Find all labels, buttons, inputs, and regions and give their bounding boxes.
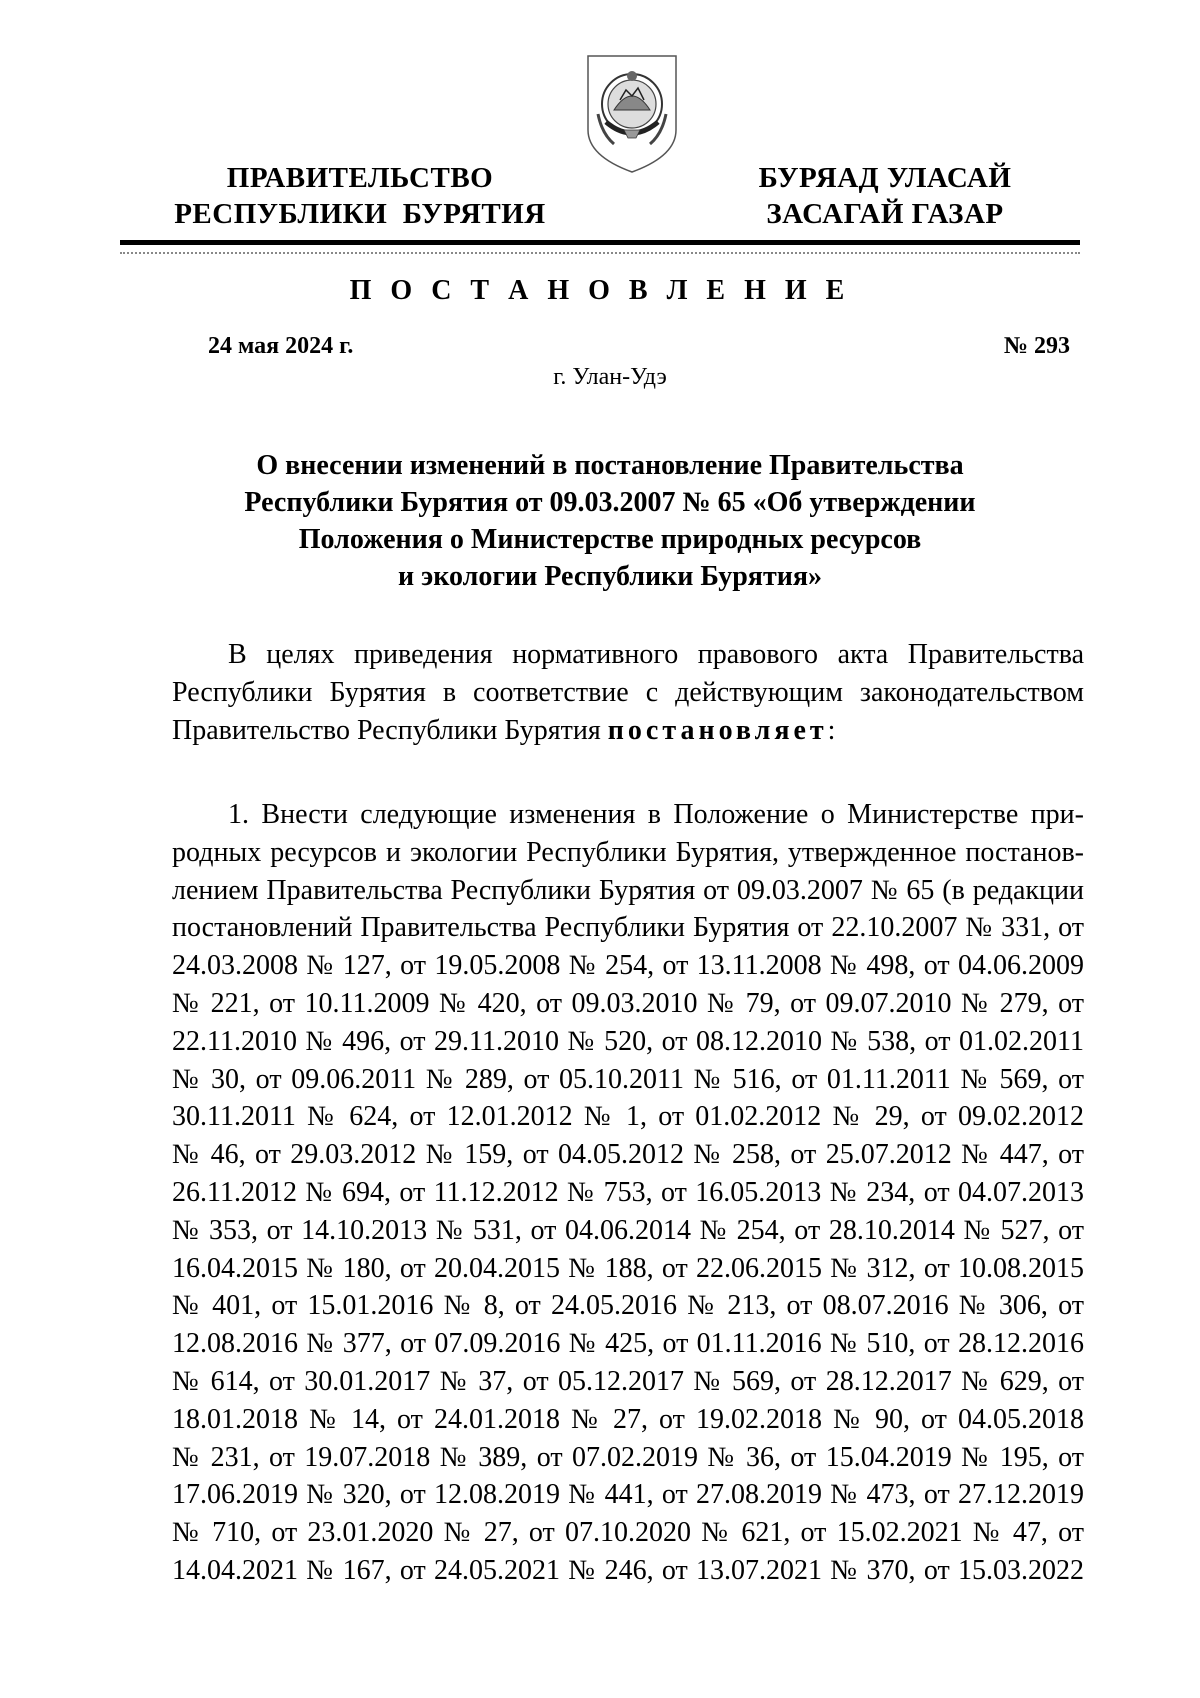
paragraph-line: № 231, от 19.07.2018 № 389, от 07.02.2019 № 36, от 15.04.2019 № 195, от [172, 1441, 1084, 1473]
paragraph-line: 26.11.2012 № 694, от 11.12.2012 № 753, от 16.05.2013 № 234, от 04.07.2013 [172, 1176, 1084, 1208]
resolution-keyword: постановляет [607, 714, 828, 746]
document-type: П О С Т А Н О В Л Е Н И Е [349, 275, 851, 306]
title-line: Положения о Министерстве природных ресурсов [298, 524, 922, 555]
paragraph-line: В целях приведения нормативного правового акта Правительства [228, 639, 1084, 670]
title-line: О внесении изменений в постановление Правительства [256, 450, 964, 481]
government-name-line: БУРЯАД УЛАСАЙ [758, 162, 1012, 194]
government-name-line: РЕСПУБЛИКИ БУРЯТИЯ [174, 198, 546, 230]
document-title [180, 447, 1040, 595]
preamble-text: Правительство Республики Бурятия [172, 714, 608, 746]
paragraph-line: родных ресурсов и экологии Республики Бурятия, утвержденное постанов- [172, 836, 1084, 868]
government-name-russian [170, 160, 550, 232]
government-name-buryat [730, 160, 1040, 232]
paragraph-line: 12.08.2016 № 377, от 07.09.2016 № 425, от 01.11.2016 № 510, от 28.12.2016 [172, 1328, 1084, 1360]
header-divider-thick [120, 240, 1080, 245]
government-name-line: ПРАВИТЕЛЬСТВО [226, 162, 494, 194]
paragraph-line: № 401, от 15.01.2016 № 8, от 24.05.2016 № 213, от 08.07.2016 № 306, от [172, 1290, 1084, 1322]
paragraph-line: № 614, от 30.01.2017 № 37, от 05.12.2017 № 569, от 28.12.2017 № 629, от [172, 1365, 1084, 1397]
paragraph-line: 14.04.2021 № 167, от 24.05.2021 № 246, от 13.07.2021 № 370, от 15.03.2022 [172, 1554, 1084, 1586]
header-divider-dotted [120, 252, 1080, 254]
preamble-paragraph [172, 636, 1084, 749]
paragraph-line: постановлений Правительства Республики Бурятия от 22.10.2007 № 331, от [172, 912, 1084, 944]
clause-1-paragraph [172, 796, 1084, 1590]
coat-of-arms-emblem-icon [584, 52, 680, 176]
preamble-colon: : [827, 714, 836, 746]
paragraph-line: № 46, от 29.03.2012 № 159, от 04.05.2012 № 258, от 25.07.2012 № 447, от [172, 1139, 1084, 1171]
paragraph-line: 1. Внести следующие изменения в Положение о Министерстве при- [228, 799, 1084, 830]
document-city: г. Улан-Удэ [553, 364, 667, 390]
paragraph-line: лением Правительства Республики Бурятия от 09.03.2007 № 65 (в редакции [172, 874, 1084, 906]
paragraph-line: 24.03.2008 № 127, от 19.05.2008 № 254, от 13.11.2008 № 498, от 04.06.2009 [172, 950, 1084, 982]
paragraph-line: 18.01.2018 № 14, от 24.01.2018 № 27, от 19.02.2018 № 90, от 04.05.2018 [172, 1403, 1084, 1435]
paragraph-line: № 353, от 14.10.2013 № 531, от 04.06.2014 № 254, от 28.10.2014 № 527, от [172, 1214, 1084, 1246]
paragraph-line: Республики Бурятия в соответствие с действующим законодательством [172, 676, 1084, 708]
government-name-line: ЗАСАГАЙ ГАЗАР [766, 198, 1004, 230]
paragraph-line: № 221, от 10.11.2009 № 420, от 09.03.2010 № 79, от 09.07.2010 № 279, от [172, 987, 1084, 1019]
paragraph-line: № 710, от 23.01.2020 № 27, от 07.10.2020 № 621, от 15.02.2021 № 47, от [172, 1517, 1084, 1549]
paragraph-line: 22.11.2010 № 496, от 29.11.2010 № 520, от 08.12.2010 № 538, от 01.02.2011 [172, 1025, 1084, 1057]
paragraph-line: 17.06.2019 № 320, от 12.08.2019 № 441, от 27.08.2019 № 473, от 27.12.2019 [172, 1479, 1084, 1511]
paragraph-line: № 30, от 09.06.2011 № 289, от 05.10.2011 № 516, от 01.11.2011 № 569, от [172, 1063, 1084, 1095]
title-line: и экологии Республики Бурятия» [398, 561, 822, 592]
paragraph-line: 30.11.2011 № 624, от 12.01.2012 № 1, от 01.02.2012 № 29, от 09.02.2012 [172, 1101, 1084, 1133]
paragraph-line [172, 712, 1084, 750]
document-date: 24 мая 2024 г. [208, 333, 354, 359]
document-number: № 293 [1003, 333, 1070, 359]
paragraph-line: 16.04.2015 № 180, от 20.04.2015 № 188, от 22.06.2015 № 312, от 10.08.2015 [172, 1252, 1084, 1284]
title-line: Республики Бурятия от 09.03.2007 № 65 «Об утверждении [244, 487, 976, 518]
